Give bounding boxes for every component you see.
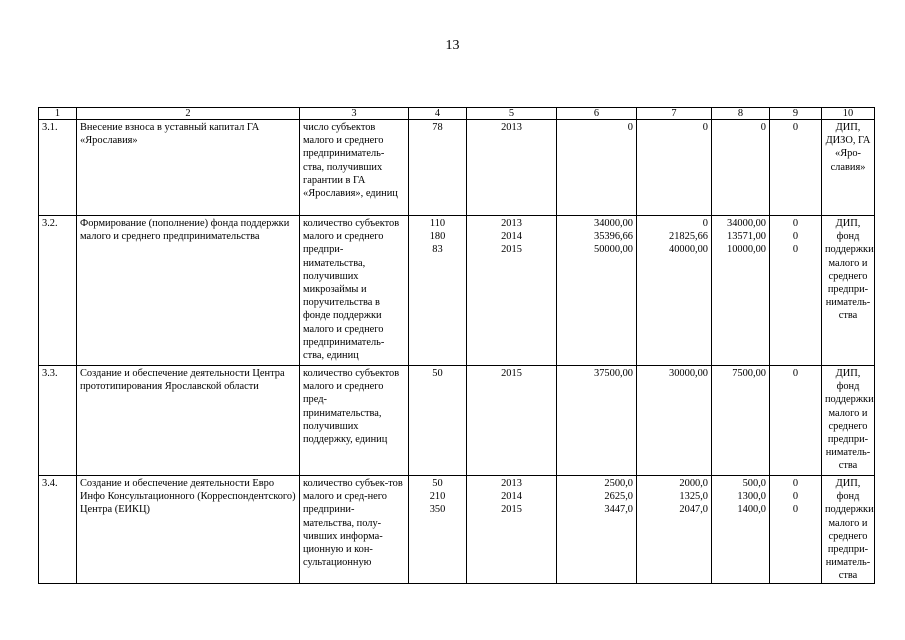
year-line: 2013 xyxy=(501,478,522,489)
amount-col-7 xyxy=(637,216,712,366)
indicator-value xyxy=(409,366,467,476)
indicator-value xyxy=(409,476,467,584)
amount-line: 2000,0 xyxy=(679,478,708,489)
amount-line: 500,0 xyxy=(742,478,766,489)
amount-col-8 xyxy=(712,476,770,584)
amount-col-7 xyxy=(637,366,712,476)
year-line: 2013 xyxy=(501,122,522,133)
indicator-value xyxy=(409,120,467,216)
year-line: 2014 xyxy=(501,231,522,243)
table-row xyxy=(39,216,875,366)
amount-line: 34000,00 xyxy=(727,218,766,229)
amount-col-9 xyxy=(770,216,822,366)
activity-name: Формирование (пополнение) фонда поддержки малого и среднего предпринимательства xyxy=(77,216,300,366)
value-line: 50 xyxy=(432,368,443,379)
year-line: 2015 xyxy=(501,368,522,379)
total-amount xyxy=(557,476,637,584)
column-number: 1 xyxy=(39,108,77,120)
year xyxy=(467,476,557,584)
amount-line: 0 xyxy=(792,244,799,256)
column-number: 5 xyxy=(467,108,557,120)
table-row xyxy=(39,366,875,476)
indicator-description: количество субъектов малого и среднего пред-принимательства, получивших поддержку, единиц xyxy=(300,366,409,476)
indicator-description: количество субъек-тов малого и сред-него предприни-мательства, полу-чивших информа-ционную и кон-сультационную xyxy=(300,476,409,584)
amount-col-7 xyxy=(637,120,712,216)
value-line: 50 xyxy=(432,478,443,489)
amount-line: 13571,00 xyxy=(727,231,766,243)
amount-line: 0 xyxy=(792,491,799,503)
indicator-description: количество субъектов малого и среднего предпри-нимательства, получивших микрозаймы и поручительства в фонде поддержки малого и среднего предприниматель-ства, единиц xyxy=(300,216,409,366)
total-amount xyxy=(557,120,637,216)
amount-line: 2047,0 xyxy=(679,504,708,516)
amount-line: 0 xyxy=(702,218,708,229)
amount-line: 50000,00 xyxy=(594,244,633,256)
amount-line: 0 xyxy=(792,478,799,489)
page-number: 13 xyxy=(445,38,460,53)
column-number: 7 xyxy=(637,108,712,120)
amount-col-8 xyxy=(712,366,770,476)
total-amount xyxy=(557,216,637,366)
column-number: 6 xyxy=(557,108,637,120)
activity-name: Внесение взноса в уставный капитал ГА «Ярославия» xyxy=(77,120,300,216)
activity-name: Создание и обеспечение деятельности Центра прототипирования Ярославской области xyxy=(77,366,300,476)
amount-col-9 xyxy=(770,366,822,476)
executor: ДИП, фонд поддержки малого и среднего предпри-ниматель-ства xyxy=(822,366,875,476)
amount-line: 0 xyxy=(760,122,766,133)
amount-line: 0 xyxy=(792,218,799,229)
amount-line: 1300,0 xyxy=(737,491,766,503)
amount-line: 35396,66 xyxy=(594,231,633,243)
amount-line: 0 xyxy=(792,368,799,379)
row-number: 3.2. xyxy=(39,216,77,366)
amount-line: 2625,0 xyxy=(604,491,633,503)
year xyxy=(467,366,557,476)
column-number: 3 xyxy=(300,108,409,120)
program-activities-table xyxy=(38,107,875,584)
amount-line: 0 xyxy=(792,122,799,133)
row-number: 3.3. xyxy=(39,366,77,476)
amount-col-8 xyxy=(712,120,770,216)
column-number: 9 xyxy=(770,108,822,120)
executor: ДИП, фонд поддержки малого и среднего предпри-ниматель-ства xyxy=(822,476,875,584)
amount-col-7 xyxy=(637,476,712,584)
value-line: 83 xyxy=(432,244,443,256)
value-line: 210 xyxy=(429,491,446,503)
amount-line: 2500,0 xyxy=(604,478,633,489)
amount-col-9 xyxy=(770,476,822,584)
column-number: 10 xyxy=(822,108,875,120)
amount-col-8 xyxy=(712,216,770,366)
amount-line: 7500,00 xyxy=(732,368,766,379)
year xyxy=(467,120,557,216)
indicator-value xyxy=(409,216,467,366)
column-number: 2 xyxy=(77,108,300,120)
amount-line: 1325,0 xyxy=(679,491,708,503)
amount-line: 21825,66 xyxy=(669,231,708,243)
activity-name: Создание и обеспечение деятельности Евро Инфо Консультационного (Корреспондентского) Центра (ЕИКЦ) xyxy=(77,476,300,584)
total-amount xyxy=(557,366,637,476)
year-line: 2014 xyxy=(501,491,522,503)
amount-line: 3447,0 xyxy=(604,504,633,516)
amount-line: 37500,00 xyxy=(594,368,633,379)
amount-line: 0 xyxy=(792,504,799,516)
column-number-row xyxy=(39,108,875,120)
row-number: 3.4. xyxy=(39,476,77,584)
executor: ДИП, фонд поддержки малого и среднего предпри-ниматель-ства xyxy=(822,216,875,366)
amount-line: 1400,0 xyxy=(737,504,766,516)
year-line: 2015 xyxy=(501,244,522,256)
row-number: 3.1. xyxy=(39,120,77,216)
amount-line: 0 xyxy=(792,231,799,243)
value-line: 110 xyxy=(429,218,446,229)
amount-line: 34000,00 xyxy=(594,218,633,229)
table-row xyxy=(39,476,875,584)
amount-col-9 xyxy=(770,120,822,216)
amount-line: 0 xyxy=(702,122,708,133)
amount-line: 10000,00 xyxy=(727,244,766,256)
column-number: 4 xyxy=(409,108,467,120)
value-line: 78 xyxy=(432,122,443,133)
value-line: 180 xyxy=(429,231,446,243)
executor: ДИП, ДИЗО, ГА «Яро-славия» xyxy=(822,120,875,216)
column-number: 8 xyxy=(712,108,770,120)
year xyxy=(467,216,557,366)
table-row xyxy=(39,120,875,216)
value-line: 350 xyxy=(429,504,446,516)
amount-line: 40000,00 xyxy=(669,244,708,256)
indicator-description: число субъектов малого и среднего предприниматель-ства, получивших гарантии в ГА «Ярославия», единиц xyxy=(300,120,409,216)
year-line: 2013 xyxy=(501,218,522,229)
amount-line: 0 xyxy=(627,122,633,133)
year-line: 2015 xyxy=(501,504,522,516)
amount-line: 30000,00 xyxy=(669,368,708,379)
